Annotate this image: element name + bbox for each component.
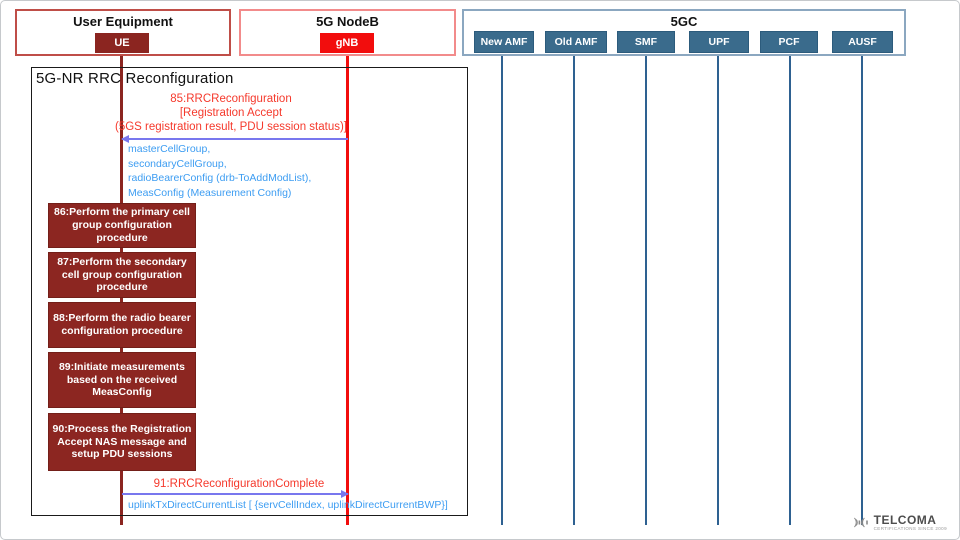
ausf-node-box: AUSF: [832, 31, 893, 53]
message-85-label: [81, 93, 381, 134]
message-85-line2: [Registration Accept: [179, 106, 283, 119]
new-amf-node-box: New AMF: [474, 31, 534, 53]
pcf-node-box: PCF: [760, 31, 818, 53]
action-88: 88:Perform the radio bearer configuration procedure: [48, 302, 196, 348]
action-89: 89:Initiate measurements based on the received MeasConfig: [48, 352, 196, 408]
action-86: 86:Perform the primary cell group configuration procedure: [48, 203, 196, 248]
new-amf-lifeline: [501, 50, 503, 525]
frame-title: 5G-NR RRC Reconfiguration: [36, 70, 234, 87]
gnb-group-title: 5G NodeB: [316, 14, 379, 29]
pcf-lifeline: [789, 50, 791, 525]
smf-node-box: SMF: [617, 31, 675, 53]
ue-node-box: UE: [95, 33, 149, 53]
upf-lifeline: [717, 50, 719, 525]
message-85-line1: 85:RRCReconfiguration: [170, 93, 292, 105]
ue-group-title: User Equipment: [73, 14, 173, 29]
arrowhead-right-icon: [341, 490, 349, 498]
core-participant-group: [462, 9, 906, 56]
message-85-line3: (5GS registration result, PDU session status)]: [115, 120, 347, 133]
brand-tagline: CERTIFICATIONS SINCE 2009: [873, 525, 947, 531]
message-85-params: [128, 142, 311, 200]
gnb-participant-group: [239, 9, 456, 56]
param-line: MeasConfig (Measurement Config): [128, 186, 292, 199]
message-91-label: 91:RRCReconfigurationComplete: [153, 478, 325, 490]
message-91-arrow: [122, 493, 348, 495]
param-line: masterCellGroup,: [128, 143, 211, 155]
core-group-title: 5GC: [670, 14, 698, 29]
logo-text: [874, 514, 947, 532]
upf-node-box: UPF: [689, 31, 749, 53]
signal-waves-icon: [853, 516, 871, 529]
message-85-arrow: [122, 138, 348, 140]
old-amf-node-box: Old AMF: [545, 31, 607, 53]
telcoma-logo: [853, 514, 947, 532]
brand-name: TELCOMA: [873, 512, 937, 527]
gnb-node-box: gNB: [320, 33, 374, 53]
message-91-params: uplinkTxDirectCurrentList [ {servCellIndex, uplinkDirectCurrentBWP}]: [128, 499, 448, 511]
old-amf-lifeline: [573, 50, 575, 525]
action-87: 87:Perform the secondary cell group configuration procedure: [48, 252, 196, 298]
action-90: 90:Process the Registration Accept NAS message and setup PDU sessions: [48, 413, 196, 471]
ue-participant-group: [15, 9, 231, 56]
ausf-lifeline: [861, 50, 863, 525]
param-line: secondaryCellGroup,: [128, 157, 227, 170]
smf-lifeline: [645, 50, 647, 525]
param-line: radioBearerConfig (drb-ToAddModList),: [128, 172, 312, 185]
